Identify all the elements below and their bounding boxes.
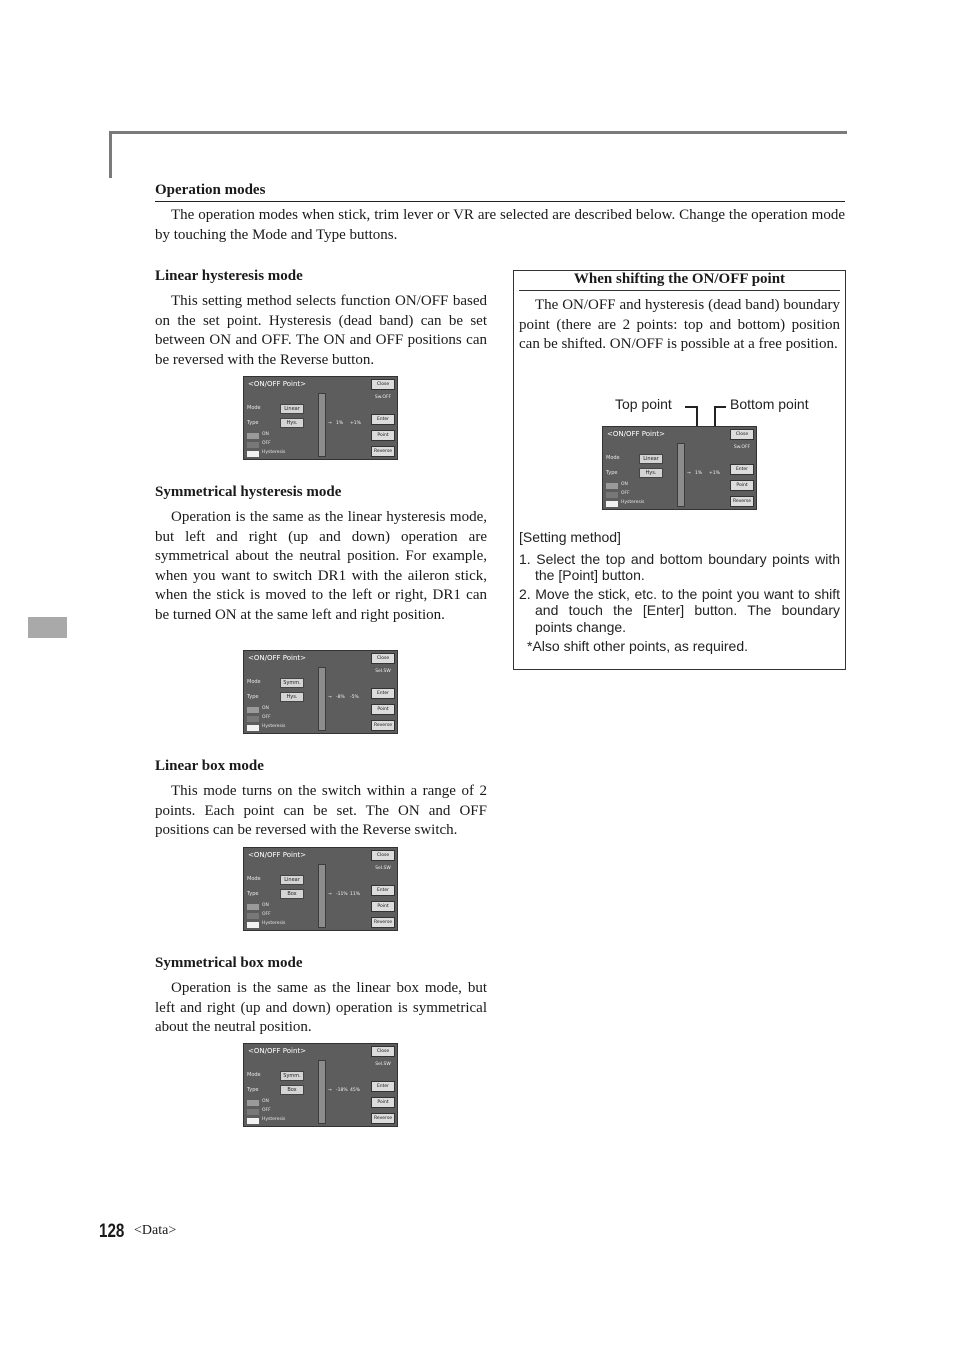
marker-b: +1% bbox=[350, 421, 361, 426]
enter-button[interactable]: Enter bbox=[371, 1081, 395, 1092]
close-button[interactable]: Close bbox=[371, 850, 395, 861]
marker-a: -11% bbox=[336, 892, 348, 897]
type-button[interactable]: Hys. bbox=[639, 468, 663, 478]
legend-hysteresis-swatch bbox=[247, 1118, 259, 1124]
mode-heading-linear-box: Linear box mode bbox=[155, 758, 264, 774]
legend-hysteresis-label: Hysteresis bbox=[262, 1117, 286, 1122]
legend-on-label: ON bbox=[262, 432, 269, 437]
reverse-button[interactable]: Reverse bbox=[371, 720, 395, 731]
legend-hysteresis-label: Hysteresis bbox=[262, 724, 286, 729]
type-button[interactable]: Box bbox=[280, 889, 304, 899]
mode-label: Mode bbox=[247, 876, 261, 882]
enter-button[interactable]: Enter bbox=[371, 885, 395, 896]
screen-title: <ON/OFF Point> bbox=[248, 851, 307, 859]
position-arrow-icon: → bbox=[328, 1088, 332, 1093]
position-bar bbox=[318, 667, 326, 731]
screen-symmetrical-box bbox=[243, 1043, 398, 1127]
reverse-button[interactable]: Reverse bbox=[371, 1113, 395, 1124]
legend-on-label: ON bbox=[262, 706, 269, 711]
section-heading: Operation modes bbox=[155, 182, 845, 202]
screen-title: <ON/OFF Point> bbox=[248, 380, 307, 388]
setting-method bbox=[519, 529, 840, 655]
header-rule-left bbox=[109, 131, 112, 178]
reverse-button[interactable]: Reverse bbox=[371, 917, 395, 928]
point-button[interactable]: Point bbox=[730, 480, 754, 491]
position-bar bbox=[318, 1060, 326, 1124]
reverse-button[interactable]: Reverse bbox=[730, 496, 754, 507]
mode-button[interactable]: Linear bbox=[280, 404, 304, 414]
mode-button[interactable]: Symm. bbox=[280, 1071, 304, 1081]
marker-b: 11% bbox=[350, 892, 361, 897]
section-tab-marker bbox=[28, 617, 67, 638]
screen-title: <ON/OFF Point> bbox=[248, 1047, 307, 1055]
screen-info-box bbox=[602, 426, 757, 510]
position-bar bbox=[318, 864, 326, 928]
setting-step-1: 1. Select the top and bottom boundary points with the [Point] button. bbox=[519, 550, 840, 583]
position-arrow-icon: → bbox=[328, 421, 332, 426]
mode-heading-symmetrical-box: Symmetrical box mode bbox=[155, 955, 303, 971]
legend-on-label: ON bbox=[621, 482, 628, 487]
screen-linear-hysteresis bbox=[243, 376, 398, 460]
switch-label: Sel.SW bbox=[375, 1062, 391, 1067]
info-box-text: The ON/OFF and hysteresis (dead band) boundary point (there are 2 points: top and bottom) position can be shifted. ON/OFF is possible at a free position. bbox=[519, 297, 840, 352]
page-section-label: <Data> bbox=[134, 1223, 177, 1238]
type-button[interactable]: Hys. bbox=[280, 692, 304, 702]
mode-label: Mode bbox=[247, 405, 261, 411]
mode-label: Mode bbox=[247, 1072, 261, 1078]
point-button[interactable]: Point bbox=[371, 430, 395, 441]
page-number: 128 bbox=[99, 1221, 125, 1242]
switch-label: Sw.OFF bbox=[374, 395, 392, 400]
position-arrow-icon: → bbox=[328, 695, 332, 700]
point-button[interactable]: Point bbox=[371, 1097, 395, 1108]
point-button[interactable]: Point bbox=[371, 704, 395, 715]
legend-off-label: OFF bbox=[262, 912, 271, 917]
legend-hysteresis-swatch bbox=[247, 725, 259, 731]
marker-a: 1% bbox=[336, 421, 344, 426]
mode-label: Mode bbox=[247, 679, 261, 685]
position-bar bbox=[677, 443, 685, 507]
mode-label: Mode bbox=[606, 455, 620, 461]
legend-off-swatch bbox=[247, 716, 259, 722]
header-rule-top bbox=[109, 131, 847, 134]
mode-text-symmetrical-box: Operation is the same as the linear box mode, but left and right (up and down) operation is symmetrical about the neutral position. bbox=[155, 980, 487, 1035]
enter-button[interactable]: Enter bbox=[371, 688, 395, 699]
type-label: Type bbox=[247, 694, 259, 700]
legend-hysteresis-swatch bbox=[247, 451, 259, 457]
legend-on-swatch bbox=[247, 1100, 259, 1106]
legend-on-swatch bbox=[247, 904, 259, 910]
enter-button[interactable]: Enter bbox=[371, 414, 395, 425]
legend-hysteresis-swatch bbox=[247, 922, 259, 928]
mode-button[interactable]: Linear bbox=[639, 454, 663, 464]
legend-off-label: OFF bbox=[262, 715, 271, 720]
switch-label: Sel.SW bbox=[375, 669, 391, 674]
position-bar bbox=[318, 393, 326, 457]
legend-on-label: ON bbox=[262, 903, 269, 908]
intro-paragraph: The operation modes when stick, trim lever or VR are selected are described below. Change the operation mode by touching the Mode and Type buttons. bbox=[155, 207, 845, 243]
legend-on-swatch bbox=[606, 483, 618, 489]
type-button[interactable]: Hys. bbox=[280, 418, 304, 428]
marker-a: -8% bbox=[336, 695, 345, 700]
legend-hysteresis-label: Hysteresis bbox=[262, 450, 286, 455]
marker-b: -5% bbox=[350, 695, 359, 700]
type-button[interactable]: Box bbox=[280, 1085, 304, 1095]
marker-b: +1% bbox=[709, 471, 720, 476]
bottom-point-label: Bottom point bbox=[730, 396, 809, 412]
setting-note: *Also shift other points, as required. bbox=[527, 638, 749, 654]
marker-a: 1% bbox=[695, 471, 703, 476]
switch-label: Sel.SW bbox=[375, 866, 391, 871]
marker-a: -18% bbox=[336, 1088, 348, 1093]
screen-title: <ON/OFF Point> bbox=[607, 430, 666, 438]
screen-linear-box bbox=[243, 847, 398, 931]
enter-button[interactable]: Enter bbox=[730, 464, 754, 475]
close-button[interactable]: Close bbox=[730, 429, 754, 440]
legend-off-label: OFF bbox=[262, 441, 271, 446]
type-label: Type bbox=[247, 1087, 259, 1093]
mode-text-symmetrical-hysteresis: Operation is the same as the linear hysteresis mode, but left and right (up and down) operation are symmetrical about the neutral position. For example, when you want to switch DR1 with the aileron stick, when the stick is moved to the left or right, DR1 can be turned ON at the same left and right position. bbox=[155, 509, 487, 623]
type-label: Type bbox=[247, 420, 259, 426]
legend-hysteresis-swatch bbox=[606, 501, 618, 507]
legend-off-swatch bbox=[247, 913, 259, 919]
screen-symmetrical-hysteresis bbox=[243, 650, 398, 734]
screen-title: <ON/OFF Point> bbox=[248, 654, 307, 662]
reverse-button[interactable]: Reverse bbox=[371, 446, 395, 457]
type-label: Type bbox=[606, 470, 618, 476]
info-box-title: When shifting the ON/OFF point bbox=[519, 271, 840, 291]
legend-off-swatch bbox=[247, 442, 259, 448]
legend-on-label: ON bbox=[262, 1099, 269, 1104]
setting-method-heading: [Setting method] bbox=[519, 529, 621, 545]
bottom-point-leader-h bbox=[714, 406, 726, 408]
mode-text-linear-hysteresis: This setting method selects function ON/OFF based on the set point. Hysteresis (dead band) can be set between ON and OFF. The ON and OFF positions can be reversed with the Reverse button. bbox=[155, 293, 487, 368]
mode-heading-linear-hysteresis: Linear hysteresis mode bbox=[155, 268, 303, 284]
type-label: Type bbox=[247, 891, 259, 897]
position-arrow-icon: → bbox=[328, 892, 332, 897]
legend-hysteresis-label: Hysteresis bbox=[262, 921, 286, 926]
mode-button[interactable]: Symm. bbox=[280, 678, 304, 688]
legend-on-swatch bbox=[247, 433, 259, 439]
close-button[interactable]: Close bbox=[371, 653, 395, 664]
legend-off-label: OFF bbox=[262, 1108, 271, 1113]
marker-b: 45% bbox=[350, 1088, 361, 1093]
close-button[interactable]: Close bbox=[371, 1046, 395, 1057]
top-point-label: Top point bbox=[615, 396, 672, 412]
switch-label: Sw.OFF bbox=[733, 445, 751, 450]
legend-hysteresis-label: Hysteresis bbox=[621, 500, 645, 505]
mode-text-linear-box: This mode turns on the switch within a range of 2 points. Each point can be set. The ON and OFF positions can be reversed with the Reverse switch. bbox=[155, 783, 487, 838]
mode-heading-symmetrical-hysteresis: Symmetrical hysteresis mode bbox=[155, 484, 342, 500]
close-button[interactable]: Close bbox=[371, 379, 395, 390]
legend-off-swatch bbox=[606, 492, 618, 498]
mode-button[interactable]: Linear bbox=[280, 875, 304, 885]
legend-on-swatch bbox=[247, 707, 259, 713]
position-arrow-icon: → bbox=[687, 471, 691, 476]
point-button[interactable]: Point bbox=[371, 901, 395, 912]
legend-off-label: OFF bbox=[621, 491, 630, 496]
legend-off-swatch bbox=[247, 1109, 259, 1115]
setting-step-2: 2. Move the stick, etc. to the point you want to shift and touch the [Enter] button. The boundary points change. bbox=[519, 585, 840, 635]
